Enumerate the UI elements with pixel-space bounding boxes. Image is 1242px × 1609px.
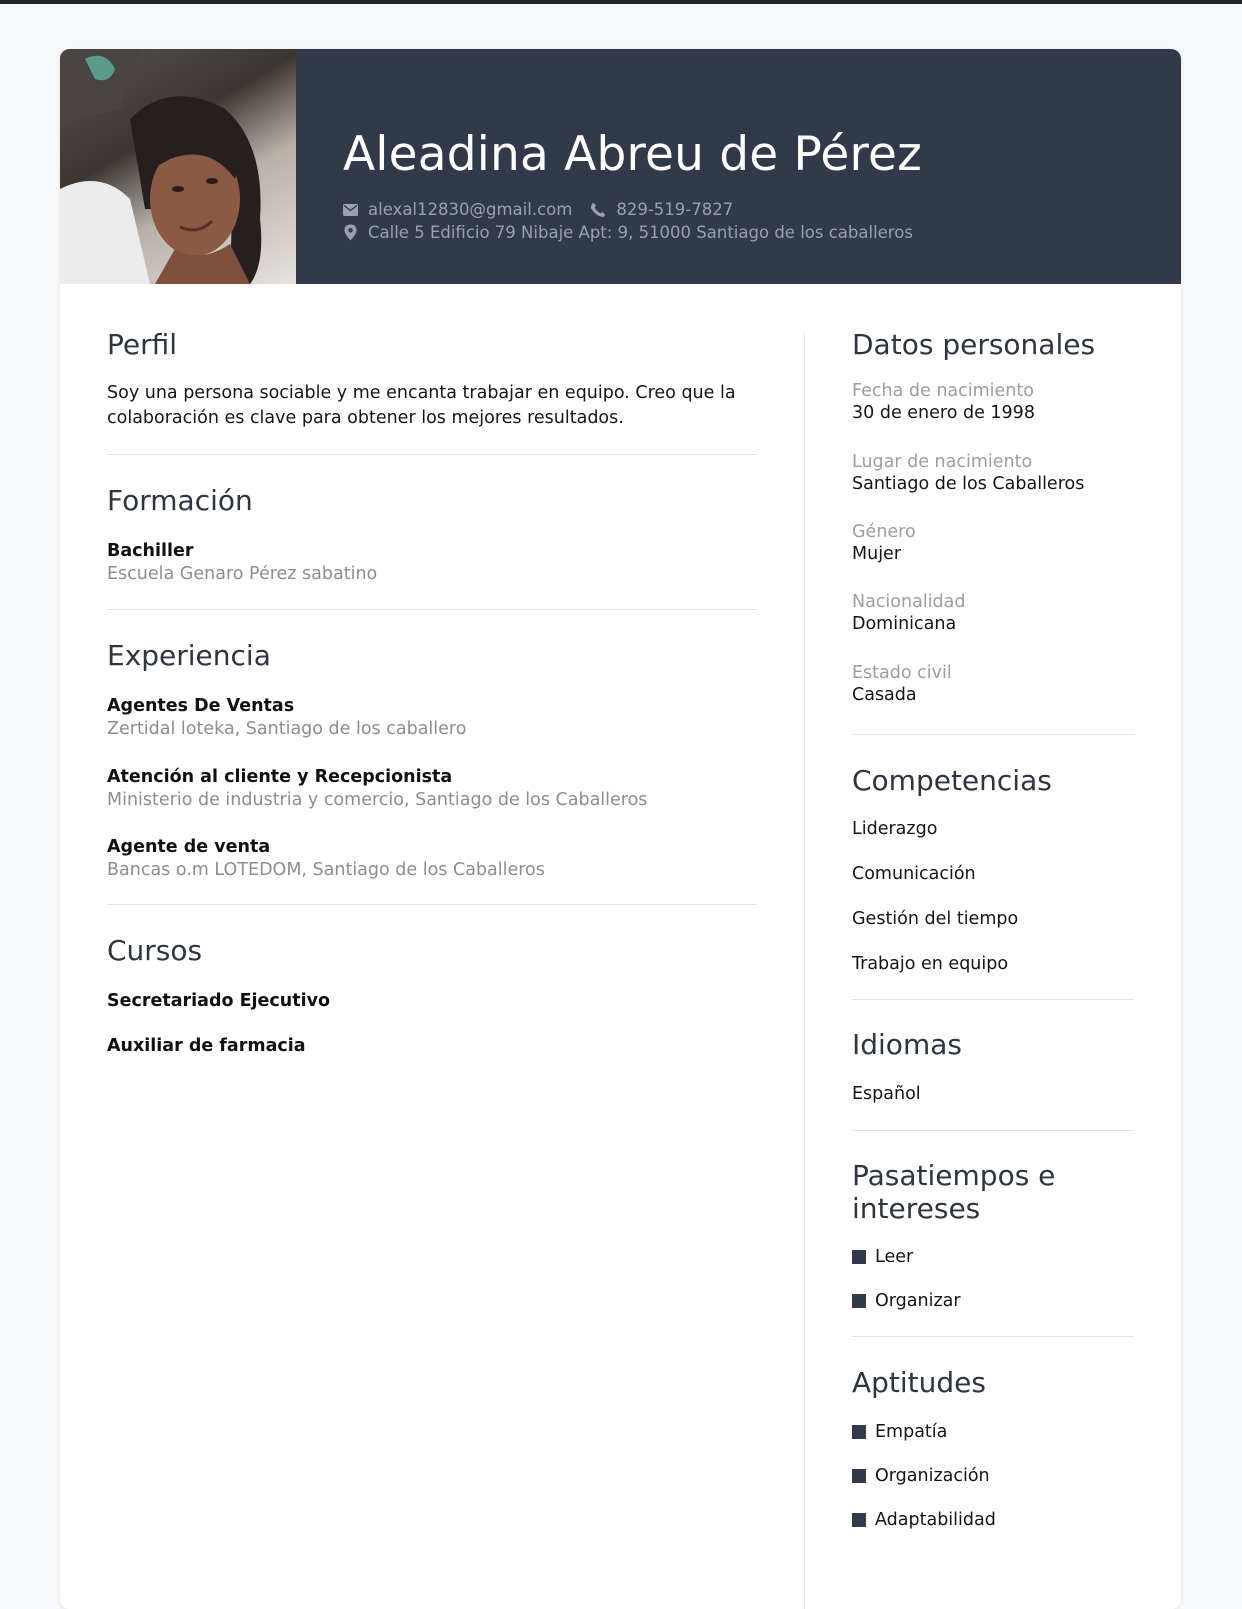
experience-item [107,837,545,880]
hobby-item [852,1291,961,1311]
personal-field [852,592,966,634]
section-title-pasatiempos: Pasatiempos e [852,1159,1056,1192]
skill-item: Trabajo en equipo [852,954,1009,974]
contact-address: Calle 5 Edificio 79 Nibaje Apt: 9, 51000 Santiago de los caballeros [368,223,913,242]
divider [107,904,757,905]
resume-card [60,49,1181,1609]
personal-field [852,381,1035,423]
field-value: 30 de enero de 1998 [852,403,1035,423]
personal-field [852,522,916,564]
contact-email[interactable]: alexal12830@gmail.com [368,200,573,219]
profile-photo [60,49,296,284]
field-value: Mujer [852,544,902,564]
aptitude-label: Organización [875,1466,990,1486]
education-school: Escuela Genaro Pérez sabatino [107,564,378,584]
resume-header [60,49,1181,284]
course-item: Secretariado Ejecutivo [107,991,331,1011]
field-label: Fecha de nacimiento [852,381,1034,401]
experience-company: Bancas o.m LOTEDOM, Santiago de los Caballeros [107,860,545,880]
field-label: Lugar de nacimiento [852,452,1033,472]
experience-company: Zertidal loteka, Santiago de los caballero [107,719,467,739]
section-title-competencias: Competencias [852,764,1052,797]
candidate-name: Aleadina Abreu de Pérez [343,127,923,182]
education-item [107,541,377,584]
field-label: Estado civil [852,663,952,683]
profile-text: Soy una persona sociable y me encanta trabajar en equipo. Creo que la colaboración es clave para obtener los mejores resultados. [107,383,736,428]
phone-icon [590,202,606,218]
section-title-perfil: Perfil [107,328,178,361]
experience-role: Agentes De Ventas [107,696,295,716]
aptitude-item [852,1466,990,1486]
contact-phone[interactable]: 829-519-7827 [616,200,734,219]
section-title-formacion: Formación [107,484,253,517]
divider [852,999,1134,1000]
aptitude-item [852,1510,996,1530]
bullet-square-icon [852,1250,866,1264]
experience-item [107,696,466,739]
aptitude-label: Empatía [875,1422,948,1442]
section-title-experiencia: Experiencia [107,639,271,672]
field-label: Nacionalidad [852,592,966,612]
bullet-square-icon [852,1425,866,1439]
field-label: Género [852,522,916,542]
experience-company: Ministerio de industria y comercio, Santiago de los Caballeros [107,790,648,810]
top-bar [0,0,1242,4]
section-title-datos-personales: Datos personales [852,328,1096,361]
hobby-label: Leer [875,1247,914,1267]
language-item: Español [852,1084,921,1104]
envelope-icon [343,204,358,216]
hobby-item [852,1247,913,1267]
section-title-pasatiempos-line2: intereses [852,1192,981,1225]
map-pin-icon [343,224,358,241]
aptitude-item [852,1422,947,1442]
divider [107,454,757,455]
divider [852,1336,1134,1337]
hobby-label: Organizar [875,1291,961,1311]
column-divider [804,331,805,1609]
skill-item: Gestión del tiempo [852,909,1019,929]
section-title-aptitudes: Aptitudes [852,1366,986,1399]
skill-item: Comunicación [852,864,976,884]
personal-field [852,452,1084,494]
bullet-square-icon [852,1294,866,1308]
divider [852,734,1134,735]
aptitude-label: Adaptabilidad [875,1510,996,1530]
bullet-square-icon [852,1469,866,1483]
experience-role: Atención al cliente y Recepcionista [107,767,453,787]
section-title-cursos: Cursos [107,934,203,967]
experience-item [107,767,647,810]
course-item: Auxiliar de farmacia [107,1036,306,1056]
contact-line-primary [343,200,733,219]
section-title-idiomas: Idiomas [852,1028,962,1061]
skill-item: Liderazgo [852,819,938,839]
field-value: Dominicana [852,614,957,634]
divider [107,609,757,610]
education-degree: Bachiller [107,541,194,561]
divider [852,1130,1134,1131]
personal-field [852,663,952,705]
field-value: Casada [852,685,917,705]
contact-line-address [343,223,913,242]
field-value: Santiago de los Caballeros [852,474,1085,494]
experience-role: Agente de venta [107,837,271,857]
bullet-square-icon [852,1513,866,1527]
